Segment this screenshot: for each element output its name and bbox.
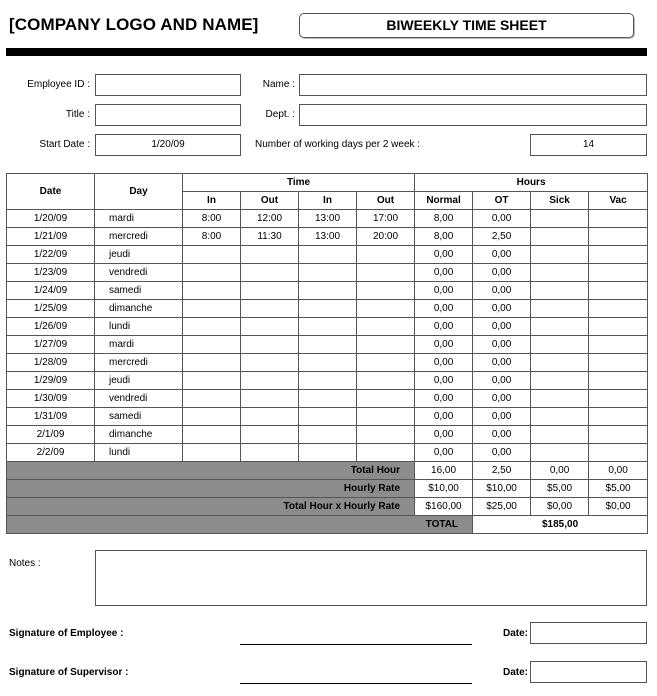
- date-supervisor-label: Date:: [503, 667, 529, 678]
- summary-sick-cell: 0,00: [531, 462, 589, 480]
- time-out-cell[interactable]: [357, 372, 415, 390]
- start-date-field[interactable]: 1/20/09: [95, 134, 241, 156]
- table-row: [7, 390, 648, 408]
- sheet-title: BIWEEKLY TIME SHEET: [299, 13, 634, 38]
- time-out-cell[interactable]: [357, 264, 415, 282]
- time-in-cell[interactable]: [183, 372, 241, 390]
- working-days-field[interactable]: 14: [530, 134, 647, 156]
- time-out-cell[interactable]: [241, 318, 299, 336]
- in1-header: In: [183, 192, 241, 210]
- time-out-cell[interactable]: 20:00: [357, 228, 415, 246]
- time-in-cell[interactable]: [299, 354, 357, 372]
- total-label: TOTAL: [7, 516, 473, 534]
- day-cell[interactable]: samedi: [95, 408, 183, 426]
- employee-id-field[interactable]: [95, 74, 241, 96]
- normal-hours-cell[interactable]: 0,00: [415, 426, 473, 444]
- ot-hours-cell[interactable]: 0,00: [473, 444, 531, 462]
- time-in-cell[interactable]: 13:00: [299, 228, 357, 246]
- time-in-cell[interactable]: [183, 264, 241, 282]
- company-logo-name: [COMPANY LOGO AND NAME]: [9, 15, 259, 34]
- date-cell[interactable]: 1/24/09: [7, 282, 95, 300]
- time-in-cell[interactable]: [299, 318, 357, 336]
- sick-hours-cell[interactable]: [531, 246, 589, 264]
- vac-hours-cell[interactable]: [589, 300, 648, 318]
- day-header: Day: [95, 174, 183, 210]
- time-in-cell[interactable]: [183, 426, 241, 444]
- time-out-cell[interactable]: [357, 282, 415, 300]
- vac-hours-cell[interactable]: [589, 282, 648, 300]
- sick-hours-cell[interactable]: [531, 210, 589, 228]
- time-in-cell[interactable]: [183, 390, 241, 408]
- time-in-cell[interactable]: [299, 336, 357, 354]
- vac-hours-cell[interactable]: [589, 210, 648, 228]
- out1-header: Out: [241, 192, 299, 210]
- normal-header: Normal: [415, 192, 473, 210]
- hours-header: Hours: [415, 174, 648, 192]
- time-out-cell[interactable]: [241, 444, 299, 462]
- date-cell[interactable]: 1/20/09: [7, 210, 95, 228]
- sick-hours-cell[interactable]: [531, 426, 589, 444]
- summary-row: [7, 462, 648, 480]
- summary-normal-cell: $10,00: [415, 480, 473, 498]
- summary-normal-cell: 16,00: [415, 462, 473, 480]
- vac-hours-cell[interactable]: [589, 228, 648, 246]
- date-employee-label: Date:: [503, 628, 529, 639]
- summary-ot-cell: $25,00: [473, 498, 531, 516]
- normal-hours-cell[interactable]: 8,00: [415, 210, 473, 228]
- vac-hours-cell[interactable]: [589, 444, 648, 462]
- time-in-cell[interactable]: 8:00: [183, 210, 241, 228]
- table-row: [7, 336, 648, 354]
- day-cell[interactable]: dimanche: [95, 300, 183, 318]
- vac-hours-cell[interactable]: [589, 354, 648, 372]
- time-in-cell[interactable]: [183, 408, 241, 426]
- normal-hours-cell[interactable]: 0,00: [415, 408, 473, 426]
- title-field[interactable]: [95, 104, 241, 126]
- ot-header: OT: [473, 192, 531, 210]
- time-in-cell[interactable]: 13:00: [299, 210, 357, 228]
- time-in-cell[interactable]: [299, 264, 357, 282]
- day-cell[interactable]: lundi: [95, 318, 183, 336]
- normal-hours-cell[interactable]: 0,00: [415, 336, 473, 354]
- sick-hours-cell[interactable]: [531, 282, 589, 300]
- time-in-cell[interactable]: [299, 408, 357, 426]
- table-row: [7, 282, 648, 300]
- summary-row: [7, 498, 648, 516]
- vac-hours-cell[interactable]: [589, 264, 648, 282]
- table-row: [7, 300, 648, 318]
- time-in-cell[interactable]: [183, 444, 241, 462]
- day-cell[interactable]: vendredi: [95, 390, 183, 408]
- ot-hours-cell[interactable]: 0,00: [473, 282, 531, 300]
- normal-hours-cell[interactable]: 0,00: [415, 282, 473, 300]
- time-out-cell[interactable]: [241, 336, 299, 354]
- summary-normal-cell: $160,00: [415, 498, 473, 516]
- notes-field[interactable]: [95, 550, 647, 606]
- date-employee-field[interactable]: [530, 622, 647, 644]
- signature-supervisor-line[interactable]: [240, 683, 472, 684]
- time-out-cell[interactable]: [357, 390, 415, 408]
- normal-hours-cell[interactable]: 0,00: [415, 390, 473, 408]
- signature-employee-label: Signature of Employee :: [9, 628, 124, 639]
- time-in-cell[interactable]: [299, 444, 357, 462]
- summary-sick-cell: $5,00: [531, 480, 589, 498]
- date-cell[interactable]: 1/25/09: [7, 300, 95, 318]
- date-cell[interactable]: 1/27/09: [7, 336, 95, 354]
- summary-label: Total Hour: [7, 462, 415, 480]
- normal-hours-cell[interactable]: 0,00: [415, 354, 473, 372]
- date-cell[interactable]: 1/26/09: [7, 318, 95, 336]
- summary-label: Total Hour x Hourly Rate: [7, 498, 415, 516]
- sick-hours-cell[interactable]: [531, 264, 589, 282]
- time-out-cell[interactable]: [241, 264, 299, 282]
- table-row: [7, 246, 648, 264]
- date-cell[interactable]: 1/28/09: [7, 354, 95, 372]
- time-out-cell[interactable]: 12:00: [241, 210, 299, 228]
- day-cell[interactable]: jeudi: [95, 246, 183, 264]
- sick-hours-cell[interactable]: [531, 354, 589, 372]
- day-cell[interactable]: mercredi: [95, 228, 183, 246]
- ot-hours-cell[interactable]: 2,50: [473, 228, 531, 246]
- time-in-cell[interactable]: [183, 246, 241, 264]
- title-label: Title :: [65, 109, 90, 120]
- header-rule: [6, 48, 647, 56]
- employee-id-label: Employee ID :: [27, 79, 90, 90]
- time-in-cell[interactable]: [299, 390, 357, 408]
- time-out-cell[interactable]: [357, 426, 415, 444]
- in2-header: In: [299, 192, 357, 210]
- ot-hours-cell[interactable]: 0,00: [473, 210, 531, 228]
- table-row: [7, 228, 648, 246]
- sick-hours-cell[interactable]: [531, 408, 589, 426]
- table-row: [7, 426, 648, 444]
- time-out-cell[interactable]: [241, 390, 299, 408]
- day-cell[interactable]: dimanche: [95, 426, 183, 444]
- time-sheet-table: [6, 173, 648, 534]
- working-days-label: Number of working days per 2 week :: [255, 139, 421, 150]
- normal-hours-cell[interactable]: 0,00: [415, 372, 473, 390]
- ot-hours-cell[interactable]: 0,00: [473, 354, 531, 372]
- vac-header: Vac: [589, 192, 648, 210]
- sick-hours-cell[interactable]: [531, 444, 589, 462]
- sick-hours-cell[interactable]: [531, 300, 589, 318]
- time-header: Time: [183, 174, 415, 192]
- time-out-cell[interactable]: [357, 300, 415, 318]
- time-out-cell[interactable]: 17:00: [357, 210, 415, 228]
- time-out-cell[interactable]: [241, 426, 299, 444]
- time-out-cell[interactable]: [357, 246, 415, 264]
- time-out-cell[interactable]: [357, 336, 415, 354]
- summary-vac-cell: $0,00: [589, 498, 648, 516]
- sick-hours-cell[interactable]: [531, 228, 589, 246]
- start-date-label: Start Date :: [39, 139, 90, 150]
- time-in-cell[interactable]: [183, 300, 241, 318]
- ot-hours-cell[interactable]: 0,00: [473, 246, 531, 264]
- day-cell[interactable]: samedi: [95, 282, 183, 300]
- time-in-cell[interactable]: [183, 336, 241, 354]
- sick-hours-cell[interactable]: [531, 372, 589, 390]
- ot-hours-cell[interactable]: 0,00: [473, 318, 531, 336]
- day-cell[interactable]: mardi: [95, 210, 183, 228]
- date-cell[interactable]: 2/1/09: [7, 426, 95, 444]
- summary-vac-cell: $5,00: [589, 480, 648, 498]
- time-out-cell[interactable]: [241, 354, 299, 372]
- sick-hours-cell[interactable]: [531, 336, 589, 354]
- sick-hours-cell[interactable]: [531, 318, 589, 336]
- date-cell[interactable]: 1/22/09: [7, 246, 95, 264]
- sick-hours-cell[interactable]: [531, 390, 589, 408]
- ot-hours-cell[interactable]: 0,00: [473, 336, 531, 354]
- normal-hours-cell[interactable]: 0,00: [415, 444, 473, 462]
- time-in-cell[interactable]: [183, 282, 241, 300]
- table-row: [7, 372, 648, 390]
- ot-hours-cell[interactable]: 0,00: [473, 372, 531, 390]
- time-out-cell[interactable]: [241, 300, 299, 318]
- time-out-cell[interactable]: [357, 408, 415, 426]
- vac-hours-cell[interactable]: [589, 318, 648, 336]
- normal-hours-cell[interactable]: 0,00: [415, 318, 473, 336]
- vac-hours-cell[interactable]: [589, 372, 648, 390]
- name-field[interactable]: [299, 74, 647, 96]
- ot-hours-cell[interactable]: 0,00: [473, 264, 531, 282]
- date-cell[interactable]: 1/31/09: [7, 408, 95, 426]
- normal-hours-cell[interactable]: 8,00: [415, 228, 473, 246]
- time-in-cell[interactable]: [183, 354, 241, 372]
- signature-employee-line[interactable]: [240, 644, 472, 645]
- ot-hours-cell[interactable]: 0,00: [473, 408, 531, 426]
- date-cell[interactable]: 2/2/09: [7, 444, 95, 462]
- date-cell[interactable]: 1/23/09: [7, 264, 95, 282]
- time-in-cell[interactable]: [299, 372, 357, 390]
- vac-hours-cell[interactable]: [589, 408, 648, 426]
- time-out-cell[interactable]: [241, 246, 299, 264]
- time-out-cell[interactable]: [241, 282, 299, 300]
- time-in-cell[interactable]: [183, 318, 241, 336]
- time-out-cell[interactable]: [357, 354, 415, 372]
- table-row: [7, 354, 648, 372]
- dept-field[interactable]: [299, 104, 647, 126]
- out2-header: Out: [357, 192, 415, 210]
- summary-row: [7, 480, 648, 498]
- time-out-cell[interactable]: [357, 444, 415, 462]
- time-out-cell[interactable]: [357, 318, 415, 336]
- day-cell[interactable]: jeudi: [95, 372, 183, 390]
- time-out-cell[interactable]: [241, 408, 299, 426]
- time-in-cell[interactable]: [299, 300, 357, 318]
- table-row: [7, 444, 648, 462]
- vac-hours-cell[interactable]: [589, 390, 648, 408]
- time-out-cell[interactable]: 11:30: [241, 228, 299, 246]
- ot-hours-cell[interactable]: 0,00: [473, 390, 531, 408]
- signature-supervisor-label: Signature of Supervisor :: [9, 667, 129, 678]
- time-out-cell[interactable]: [241, 372, 299, 390]
- table-row: [7, 210, 648, 228]
- normal-hours-cell[interactable]: 0,00: [415, 264, 473, 282]
- time-in-cell[interactable]: [299, 426, 357, 444]
- ot-hours-cell[interactable]: 0,00: [473, 300, 531, 318]
- summary-ot-cell: 2,50: [473, 462, 531, 480]
- day-cell[interactable]: vendredi: [95, 264, 183, 282]
- date-cell[interactable]: 1/29/09: [7, 372, 95, 390]
- vac-hours-cell[interactable]: [589, 336, 648, 354]
- notes-label: Notes :: [9, 558, 41, 569]
- ot-hours-cell[interactable]: 0,00: [473, 426, 531, 444]
- normal-hours-cell[interactable]: 0,00: [415, 300, 473, 318]
- table-row: [7, 408, 648, 426]
- dept-label: Dept. :: [265, 109, 295, 120]
- summary-vac-cell: 0,00: [589, 462, 648, 480]
- time-in-cell[interactable]: [299, 282, 357, 300]
- name-label: Name :: [262, 79, 295, 90]
- table-row: [7, 264, 648, 282]
- time-in-cell[interactable]: [299, 246, 357, 264]
- day-cell[interactable]: lundi: [95, 444, 183, 462]
- date-header: Date: [7, 174, 95, 210]
- day-cell[interactable]: mardi: [95, 336, 183, 354]
- vac-hours-cell[interactable]: [589, 426, 648, 444]
- table-row: [7, 318, 648, 336]
- time-in-cell[interactable]: 8:00: [183, 228, 241, 246]
- date-supervisor-field[interactable]: [530, 661, 647, 683]
- date-cell[interactable]: 1/30/09: [7, 390, 95, 408]
- vac-hours-cell[interactable]: [589, 246, 648, 264]
- normal-hours-cell[interactable]: 0,00: [415, 246, 473, 264]
- summary-label: Hourly Rate: [7, 480, 415, 498]
- day-cell[interactable]: mercredi: [95, 354, 183, 372]
- total-value: $185,00: [473, 516, 648, 534]
- sick-header: Sick: [531, 192, 589, 210]
- date-cell[interactable]: 1/21/09: [7, 228, 95, 246]
- summary-ot-cell: $10,00: [473, 480, 531, 498]
- summary-sick-cell: $0,00: [531, 498, 589, 516]
